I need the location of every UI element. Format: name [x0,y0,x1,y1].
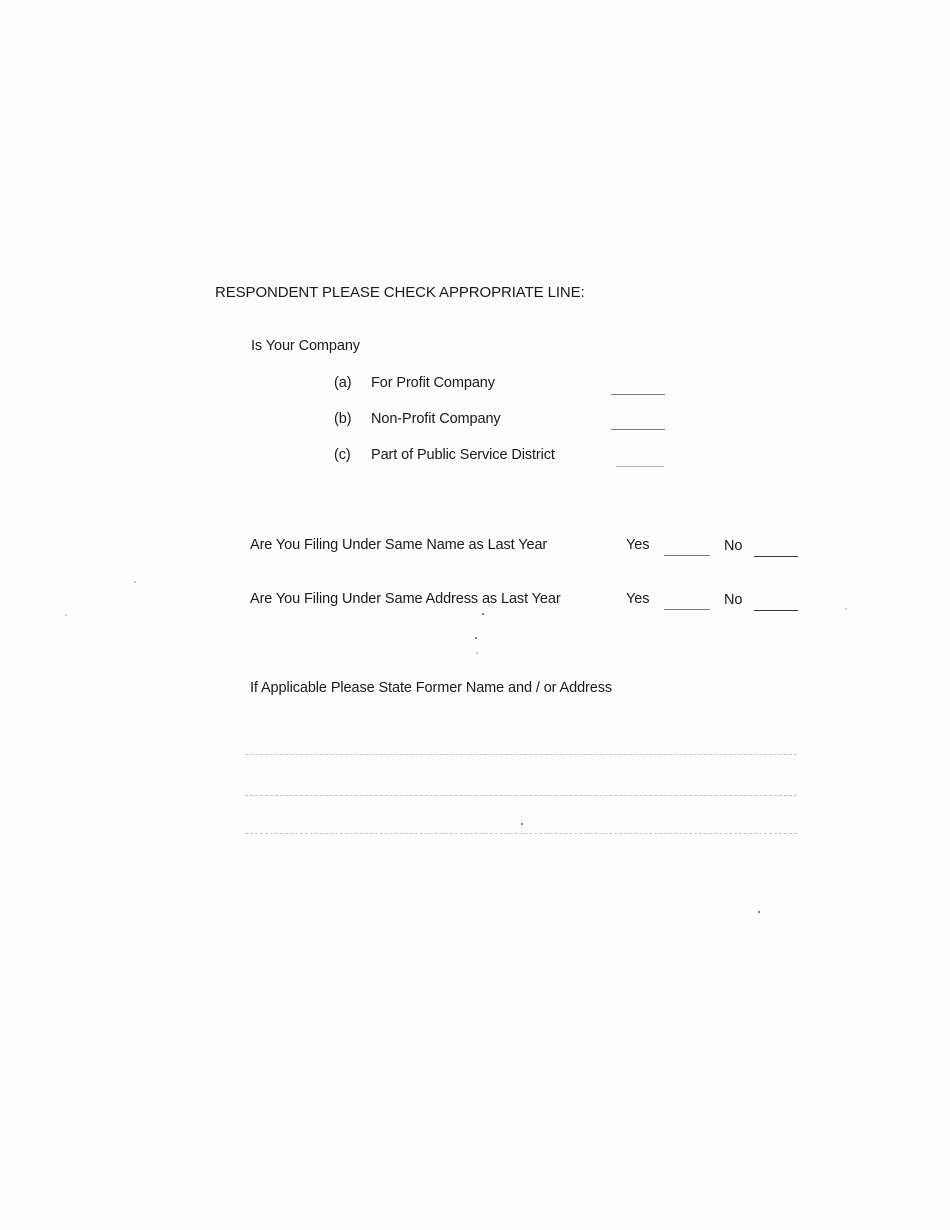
former-name-line-3[interactable] [245,833,797,834]
same-name-no-line[interactable] [754,556,798,557]
scan-speck [845,608,847,610]
option-b-label: Non-Profit Company [371,411,501,427]
option-c-letter: (c) [334,447,351,463]
company-question: Is Your Company [251,338,360,354]
same-name-yes-label: Yes [626,537,650,553]
former-name-line-2[interactable] [245,795,797,796]
scan-speck [482,613,484,615]
form-heading: RESPONDENT PLEASE CHECK APPROPRIATE LINE: [215,284,585,301]
option-a-check-line[interactable] [611,394,665,395]
former-name-line-1[interactable] [245,754,797,755]
same-address-no-line[interactable] [754,610,798,611]
option-a-label: For Profit Company [371,375,495,391]
same-address-yes-line[interactable] [664,609,710,610]
option-a-letter: (a) [334,375,352,391]
same-address-no-label: No [724,592,743,608]
option-c-check-line[interactable] [616,466,664,467]
same-name-no-label: No [724,538,743,554]
scan-speck [758,911,760,913]
same-name-yes-line[interactable] [664,555,710,556]
option-b-check-line[interactable] [611,429,665,430]
same-name-question: Are You Filing Under Same Name as Last Year [250,537,548,553]
scan-speck [476,652,478,654]
scan-speck [521,823,523,825]
scan-speck [475,637,477,639]
scan-speck [134,581,136,583]
former-name-prompt: If Applicable Please State Former Name and / or Address [250,680,613,696]
option-b-letter: (b) [334,411,352,427]
scan-speck [65,614,67,616]
option-c-label: Part of Public Service District [371,447,555,463]
same-address-question: Are You Filing Under Same Address as Last Year [250,591,561,607]
same-address-yes-label: Yes [626,591,650,607]
